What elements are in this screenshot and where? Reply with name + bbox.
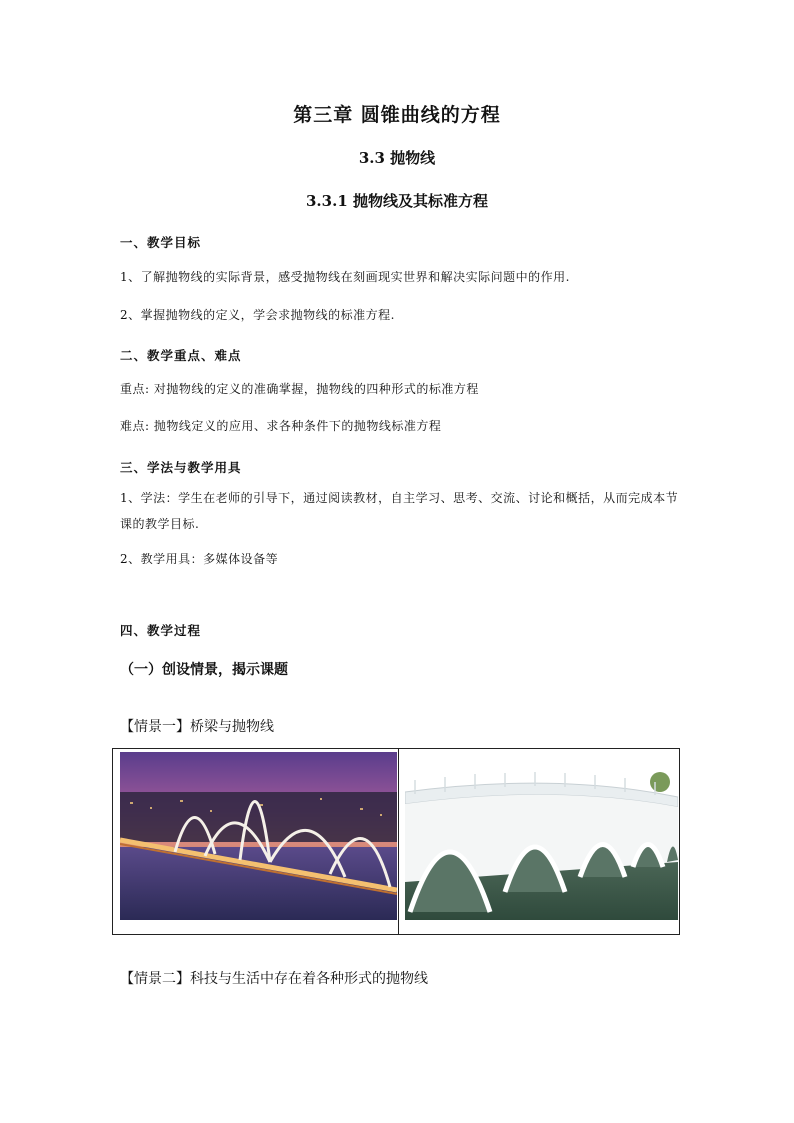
scene-2-label: 【情景二】科技与生活中存在着各种形式的抛物线 — [120, 971, 428, 987]
section-heading-process: 四、教学过程 — [120, 623, 202, 638]
method-2: 2、教学用具：多媒体设备等 — [120, 552, 279, 566]
difficult-point: 难点: 抛物线定义的应用、求各种条件下的抛物线标准方程 — [120, 419, 442, 433]
white-arch-bridge-photo — [405, 752, 678, 920]
section-heading-methods: 三、学法与教学用具 — [120, 460, 242, 475]
process-subheading: （一）创设情景，揭示课题 — [120, 662, 288, 678]
table-divider — [398, 749, 399, 934]
scene-1-label: 【情景一】桥梁与抛物线 — [120, 719, 274, 735]
section-heading-objectives: 一、教学目标 — [120, 235, 202, 250]
night-arch-bridge-photo — [120, 752, 397, 920]
method-1: 1、学法：学生在老师的引导下，通过阅读教材，自主学习、思考、交流、讨论和概括，从而完成本节课的教学目标. — [120, 491, 679, 531]
figure-table — [112, 748, 680, 935]
subsection-title: 3.3.1 抛物线及其标准方程 — [306, 192, 488, 210]
objective-2: 2、掌握抛物线的定义，学会求抛物线的标准方程. — [120, 308, 395, 322]
objective-1: 1、了解抛物线的实际背景，感受抛物线在刻画现实世界和解决实际问题中的作用. — [120, 270, 570, 284]
section-heading-key-points: 二、教学重点、难点 — [120, 348, 242, 363]
key-point: 重点: 对抛物线的定义的准确掌握，抛物线的四种形式的标准方程 — [120, 382, 479, 396]
chapter-title: 第三章 圆锥曲线的方程 — [293, 104, 501, 126]
section-title: 3.3 抛物线 — [358, 149, 436, 167]
